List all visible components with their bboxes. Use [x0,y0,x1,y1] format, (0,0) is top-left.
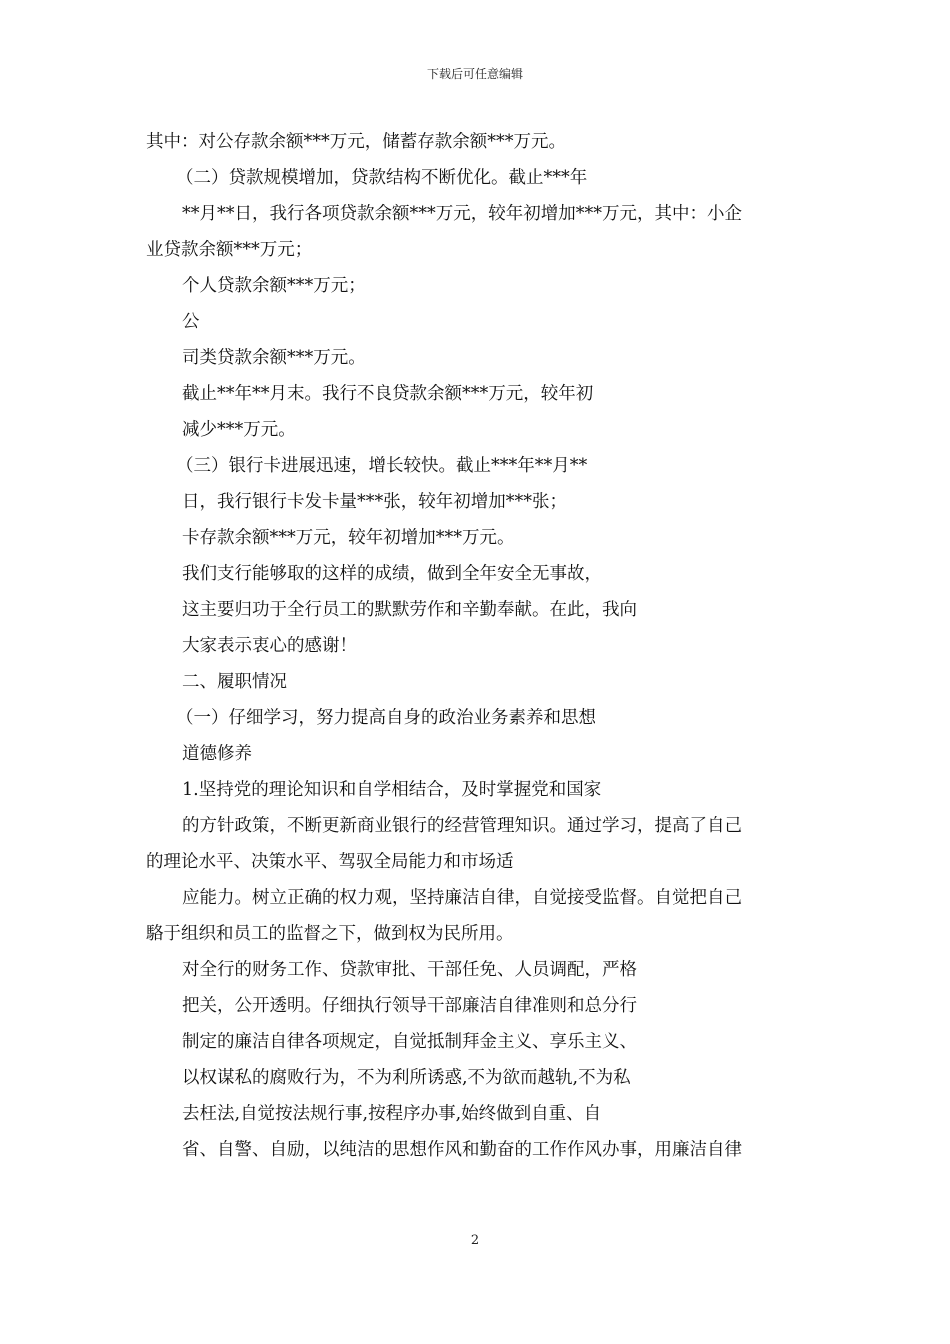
text-line: 公 [182,312,200,332]
text-line: 卡存款余额***万元，较年初增加***万元。 [182,528,515,548]
text-line: （一）仔细学习，努力提高自身的政治业务素养和思想 [176,708,596,728]
text-line: 的理论水平、决策水平、驾驭全局能力和市场适 [146,852,514,872]
text-line: （二）贷款规模增加，贷款结构不断优化。截止***年 [176,168,588,188]
text-line: 把关，公开透明。仔细执行领导干部廉洁自律准则和总分行 [182,996,637,1016]
document-body [146,124,810,1168]
text-line: 个人贷款余额***万元； [182,276,366,296]
text-line: 制定的廉洁自律各项规定，自觉抵制拜金主义、享乐主义、 [182,1032,637,1052]
text-line: 大家表示衷心的感谢！ [182,636,357,656]
text-line: 对全行的财务工作、贷款审批、干部任免、人员调配，严格 [182,960,637,980]
section-heading: 二、履职情况 [182,672,287,692]
text-line: 这主要归功于全行员工的默默劳作和辛勤奉献。在此，我向 [182,600,637,620]
text-line: 以权谋私的腐败行为，不为利所诱惑,不为欲而越轨,不为私 [182,1068,631,1088]
text-line: 省、自警、自励，以纯洁的思想作风和勤奋的工作作风办事，用廉洁自律 [182,1140,742,1160]
text-line: （三）银行卡进展迅速，增长较快。截止***年**月** [176,456,588,476]
text-line: 道德修养 [182,744,252,764]
text-line: **月**日，我行各项贷款余额***万元，较年初增加***万元，其中：小企 [182,204,742,224]
page-header: 下载后可任意编辑 [426,67,523,81]
text-line: 其中：对公存款余额***万元，储蓄存款余额***万元。 [146,132,566,152]
text-line: 1.坚持党的理论知识和自学相结合，及时掌握党和国家 [182,780,602,800]
text-line: 司类贷款余额***万元。 [182,348,366,368]
text-line: 我们支行能够取的这样的成绩，做到全年安全无事故， [182,564,602,584]
page-number: 2 [470,1233,480,1248]
text-line: 駱于组织和员工的监督之下，做到权为民所用。 [146,924,514,944]
text-line: 去枉法,自觉按法规行事,按程序办事,始终做到自重、自 [182,1104,602,1124]
text-line: 业贷款余额***万元； [146,240,313,260]
text-line: 的方针政策，不断更新商业银行的经营管理知识。通过学习，提高了自己 [182,816,742,836]
text-line: 减少***万元。 [182,420,296,440]
text-line: 应能力。树立正确的权力观，坚持廉洁自律，自觉接受监督。自觉把自己 [182,888,742,908]
text-line: 截止**年**月末。我行不良贷款余额***万元，较年初 [182,384,594,404]
text-line: 日，我行银行卡发卡量***张，较年初增加***张； [182,492,567,512]
